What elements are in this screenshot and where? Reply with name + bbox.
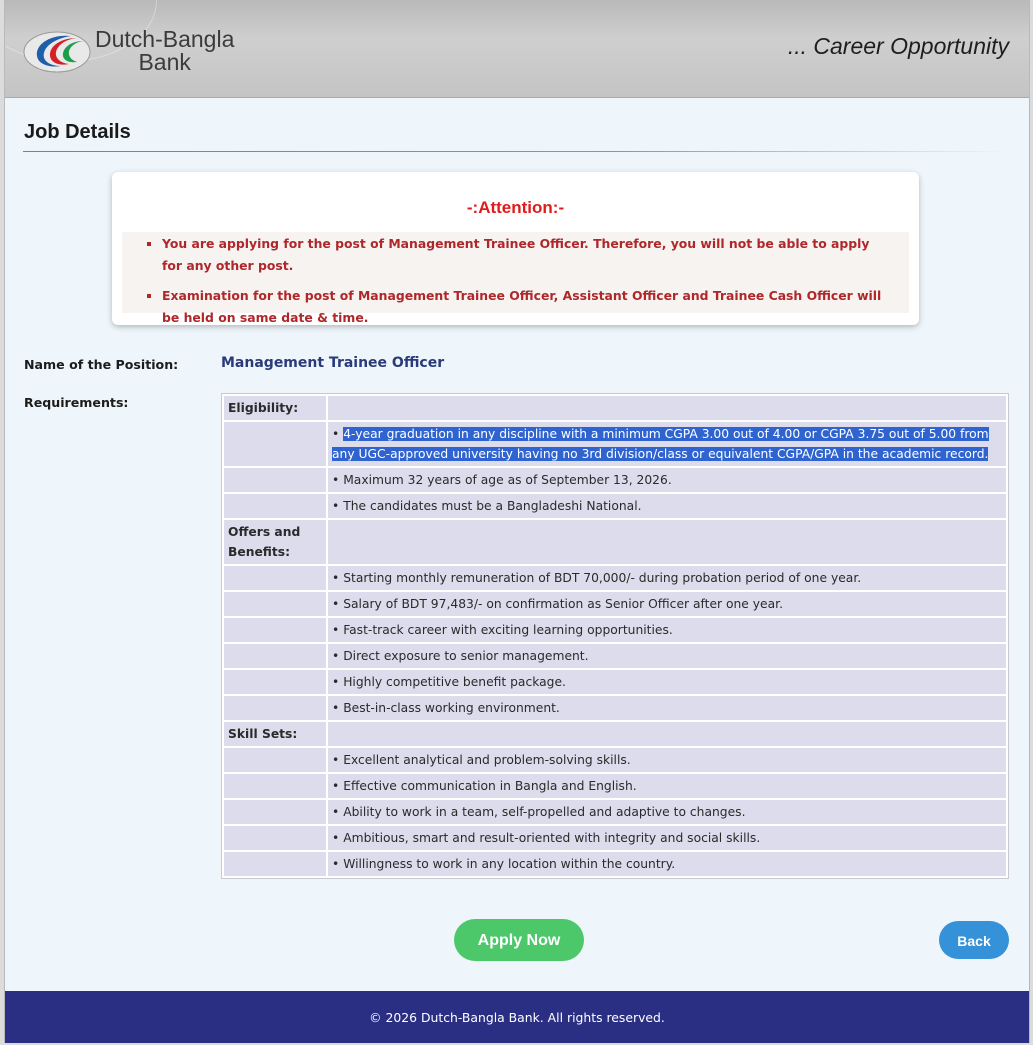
offer-text: Direct exposure to senior management. — [343, 649, 589, 663]
bullet: • — [332, 649, 340, 663]
title-divider — [23, 151, 1008, 152]
requirement-item[interactable] — [328, 422, 1006, 466]
page-frame — [4, 0, 1030, 1043]
offer-item — [328, 670, 1006, 694]
apply-now-button[interactable]: Apply Now — [454, 919, 584, 961]
attention-heading: -:Attention:- — [466, 198, 565, 217]
attention-item: Examination for the post of Management Trainee Officer, Assistant Officer and Trainee Cash Officer will be held on same date & time. — [122, 285, 909, 329]
offer-text: Salary of BDT 97,483/- on confirmation as Senior Officer after one year. — [343, 597, 783, 611]
table-row — [224, 670, 1006, 694]
section-heading-skills: Skill Sets: — [224, 722, 326, 746]
bullet: • — [332, 571, 340, 585]
empty-cell — [224, 566, 326, 590]
table-row — [224, 748, 1006, 772]
table-row — [224, 520, 1006, 564]
empty-cell — [224, 644, 326, 668]
position-value: Management Trainee Officer — [221, 355, 445, 371]
bullet: • — [332, 427, 340, 441]
table-row — [224, 722, 1006, 746]
copyright-text: © 2026 Dutch-Bangla Bank. All rights reserved. — [369, 1010, 665, 1025]
requirement-item — [328, 494, 1006, 518]
requirement-text: The candidates must be a Bangladeshi National. — [343, 499, 642, 513]
empty-cell — [224, 696, 326, 720]
table-row — [224, 566, 1006, 590]
requirements-label: Requirements: — [24, 395, 129, 410]
page-title: Job Details — [24, 121, 131, 143]
table-row — [224, 618, 1006, 642]
bank-logo[interactable] — [23, 28, 263, 78]
bank-name — [95, 28, 234, 74]
bullet: • — [332, 675, 340, 689]
table-row — [224, 494, 1006, 518]
skill-text: Ability to work in a team, self-propelled and adaptive to changes. — [343, 805, 746, 819]
site-header — [5, 0, 1029, 98]
table-row — [224, 774, 1006, 798]
requirement-text: Maximum 32 years of age as of September 13, 2026. — [343, 473, 672, 487]
bullet: • — [332, 831, 340, 845]
requirement-item — [328, 468, 1006, 492]
empty-cell — [224, 748, 326, 772]
skill-item — [328, 826, 1006, 850]
bank-name-line2: Bank — [138, 49, 191, 75]
table-row — [224, 422, 1006, 466]
bullet: • — [332, 623, 340, 637]
bullet: • — [332, 499, 340, 513]
table-row — [224, 468, 1006, 492]
offer-text: Fast-track career with exciting learning opportunities. — [343, 623, 673, 637]
offer-text: Highly competitive benefit package. — [343, 675, 566, 689]
bullet: • — [332, 753, 340, 767]
empty-cell — [224, 800, 326, 824]
skill-item — [328, 748, 1006, 772]
site-footer — [5, 991, 1029, 1043]
attention-box — [112, 172, 919, 325]
skill-text: Willingness to work in any location within the country. — [343, 857, 676, 871]
bullet: • — [332, 473, 340, 487]
empty-cell — [224, 852, 326, 876]
empty-cell — [328, 722, 1006, 746]
empty-cell — [224, 826, 326, 850]
offer-item — [328, 644, 1006, 668]
offer-text: Best-in-class working environment. — [343, 701, 560, 715]
skill-item — [328, 852, 1006, 876]
empty-cell — [224, 618, 326, 642]
bullet: • — [332, 701, 340, 715]
table-row — [224, 800, 1006, 824]
table-row — [224, 852, 1006, 876]
offer-item — [328, 566, 1006, 590]
empty-cell — [224, 422, 326, 466]
empty-cell — [224, 670, 326, 694]
section-heading-offers: Offers and Benefits: — [224, 520, 326, 564]
requirements-table — [221, 393, 1009, 879]
selected-text: 4-year graduation in any discipline with a minimum CGPA 3.00 out of 4.00 or CGPA 3.75 out of 5.00 from any UGC-approved university having no 3rd division/class or equivalent CGPA/GPA in the academic record. — [332, 427, 989, 461]
table-row — [224, 826, 1006, 850]
position-label: Name of the Position: — [24, 357, 179, 372]
skill-item — [328, 800, 1006, 824]
empty-cell — [328, 396, 1006, 420]
attention-list — [122, 232, 909, 325]
empty-cell — [328, 520, 1006, 564]
empty-cell — [224, 592, 326, 616]
skill-text: Effective communication in Bangla and English. — [343, 779, 637, 793]
skill-item — [328, 774, 1006, 798]
back-button[interactable]: Back — [939, 921, 1009, 959]
dbbl-logo-icon — [23, 28, 95, 74]
offer-item — [328, 618, 1006, 642]
table-row — [224, 644, 1006, 668]
bullet: • — [332, 597, 340, 611]
offer-item — [328, 696, 1006, 720]
table-row — [224, 592, 1006, 616]
empty-cell — [224, 468, 326, 492]
attention-item: You are applying for the post of Management Trainee Officer. Therefore, you will not be able to apply for any other post. — [122, 233, 909, 277]
empty-cell — [224, 774, 326, 798]
bullet: • — [332, 805, 340, 819]
career-tagline: ... Career Opportunity — [787, 33, 1009, 59]
skill-text: Ambitious, smart and result-oriented with integrity and social skills. — [343, 831, 761, 845]
bullet: • — [332, 779, 340, 793]
offer-item — [328, 592, 1006, 616]
bank-name-line1: Dutch-Bangla — [95, 26, 235, 52]
table-row — [224, 396, 1006, 420]
skill-text: Excellent analytical and problem-solving skills. — [343, 753, 631, 767]
bullet: • — [332, 857, 340, 871]
empty-cell — [224, 494, 326, 518]
section-heading-eligibility: Eligibility: — [224, 396, 326, 420]
offer-text: Starting monthly remuneration of BDT 70,000/- during probation period of one year. — [343, 571, 862, 585]
table-row — [224, 696, 1006, 720]
